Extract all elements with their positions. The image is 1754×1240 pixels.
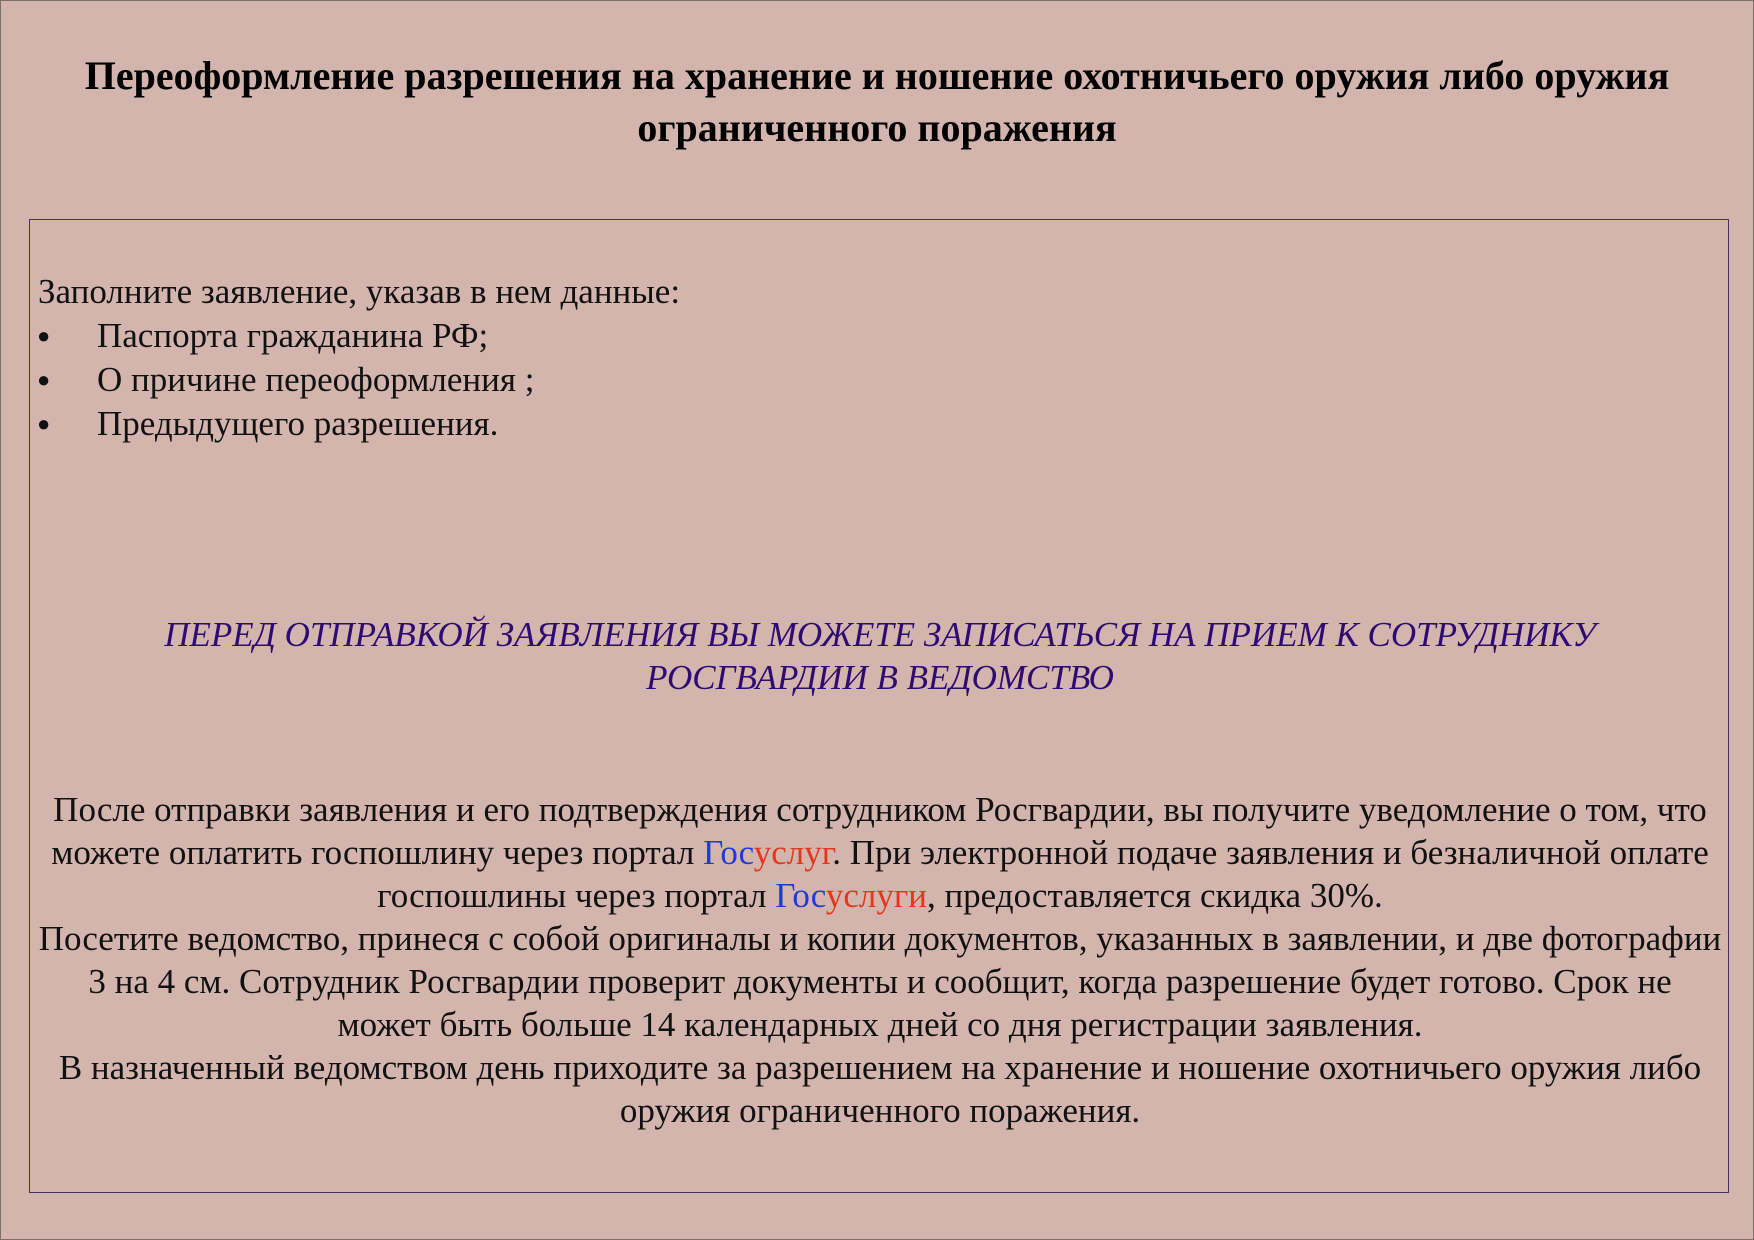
gosuslugi-brand-gos: Гос	[703, 833, 754, 872]
procedure-text	[38, 788, 1722, 1132]
page-title: Переоформление разрешения на хранение и ношение охотничьего оружия либо оружия ограниченного поражения	[84, 53, 1670, 150]
bullet-icon: ●	[37, 367, 51, 392]
gosuslugi-brand-uslugi: услуги	[825, 876, 927, 915]
payment-paragraph	[38, 788, 1722, 917]
list-item-label: О причине переоформления ;	[97, 360, 535, 399]
bullet-icon: ●	[37, 411, 51, 436]
list-item-label: Предыдущего разрешения.	[97, 404, 499, 443]
gosuslugi-brand-uslug: услуг	[753, 833, 833, 872]
list-item	[30, 358, 534, 402]
intro-text: Заполните заявление, указав в нем данные:	[38, 272, 681, 311]
required-data-list	[30, 314, 534, 446]
appointment-notice: ПЕРЕД ОТПРАВКОЙ ЗАЯВЛЕНИЯ ВЫ МОЖЕТЕ ЗАПИСАТЬСЯ НА ПРИЕМ К СОТРУДНИКУ РОСГВАРДИИ В ВЕДОМСТВО	[164, 615, 1596, 697]
payment-text-part2: . При электронной подаче заявления и безналичной оплате госпошлины через портал	[377, 833, 1709, 915]
bullet-icon: ●	[37, 323, 51, 348]
payment-text-part3: , предоставляется скидка 30%.	[926, 876, 1383, 915]
gosuslugi-brand-gos: Гос	[775, 876, 826, 915]
visit-paragraph: Посетите ведомство, принеся с собой оригиналы и копии документов, указанных в заявлении, и две фотографии 3 на 4 см. Сотрудник Росгвардии проверит документы и сообщит, когда разрешение будет готово. Срок не может быть больше 14 календарных дней со дня регистрации заявления.	[38, 919, 1722, 1044]
pickup-paragraph: В назначенный ведомством день приходите за разрешением на хранение и ношение охотничьего оружия либо оружия ограниченного поражения.	[58, 1048, 1702, 1130]
content-box	[29, 219, 1729, 1193]
list-item	[30, 402, 534, 446]
payment-text-part1: После отправки заявления и его подтверждения сотрудником Росгвардии, вы получите уведомление о том, что можете оплатить госпошлину через портал	[51, 790, 1707, 872]
list-item	[30, 314, 534, 358]
list-item-label: Паспорта гражданина РФ;	[97, 316, 489, 355]
